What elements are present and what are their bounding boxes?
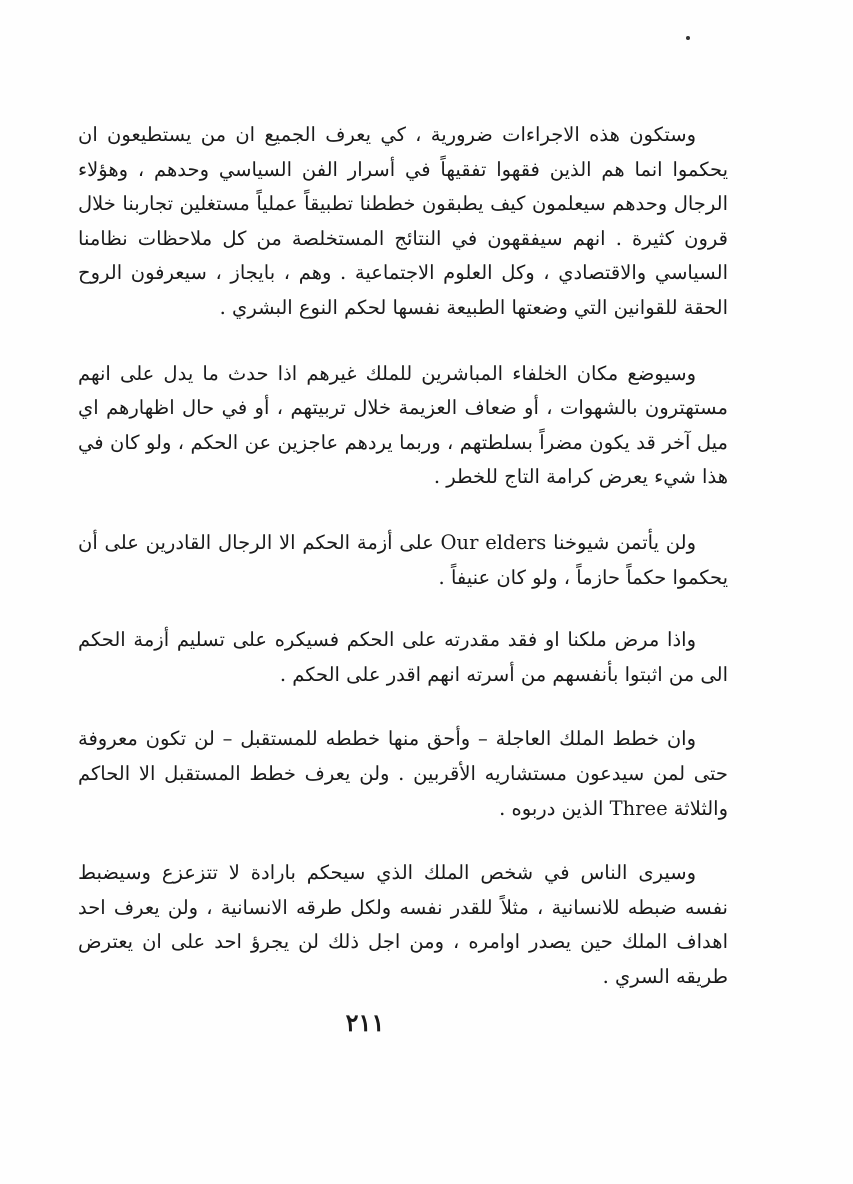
paragraph-6: وسيرى الناس في شخص الملك الذي سيحكم بارادة لا تتزعزع وسيضبط نفسه ضبطه للانسانية ، مثلاً للقدر نفسه ولكل طرقه الانسانية ، ولن يعرف احد اهداف الملك حين يصدر اوامره ، ومن اجل ذلك لن يجرؤ احد على ان يعترض طريقه السري . [78, 861, 728, 988]
paragraph-3: ولن يأتمن شيوخنا Our elders على أزمة الحكم الا الرجال القادرين على أن يحكموا حكماً حازماً ، ولو كان عنيفاً . [78, 530, 728, 589]
paragraph-5: وان خطط الملك العاجلة – وأحق منها خططه للمستقبل – لن تكون معروفة حتى لمن سيدعون مستشاريه الأقربين . ولن يعرف خطط المستقبل الا الحاكم والثلاثة Three الذين دربوه . [78, 727, 728, 820]
scan-speck [686, 36, 690, 40]
page-body [78, 118, 728, 994]
paragraph-1: وستكون هذه الاجراءات ضرورية ، كي يعرف الجميع ان من يستطيعون ان يحكموا انما هم الذين فقهوا تفقيهاً في أسرار الفن السياسي وحدهم ، وهؤلاء الرجال وحدهم سيعلمون كيف يطبقون خططنا تطبيقاً عملياً مستغلين تجاربنا خلال قرون كثيرة . انهم سيفقهون في النتائج المستخلصة من كل ملاحظات نظامنا السياسي والاقتصادي ، وكل العلوم الاجتماعية . وهم ، بايجاز ، سيعرفون الروح الحقة للقوانين التي وضعتها الطبيعة نفسها لحكم النوع البشري . [78, 123, 728, 319]
page-number: ٢١١ [345, 1008, 385, 1037]
paragraph-4: واذا مرض ملكنا او فقد مقدرته على الحكم فسيكره على تسليم أزمة الحكم الى من اثبتوا بأنفسهم من أسرته انهم اقدر على الحكم . [78, 628, 728, 686]
paragraph-2: وسيوضع مكان الخلفاء المباشرين للملك غيرهم اذا حدث ما يدل على انهم مستهترون بالشهوات ، أو ضعاف العزيمة خلال تربيتهم ، أو في حال اظهارهم اي ميل آخر قد يكون مضراً بسلطتهم ، وربما يردهم عاجزين عن الحكم ، ولو كان في هذا شيء يعرض كرامة التاج للخطر . [78, 361, 728, 489]
